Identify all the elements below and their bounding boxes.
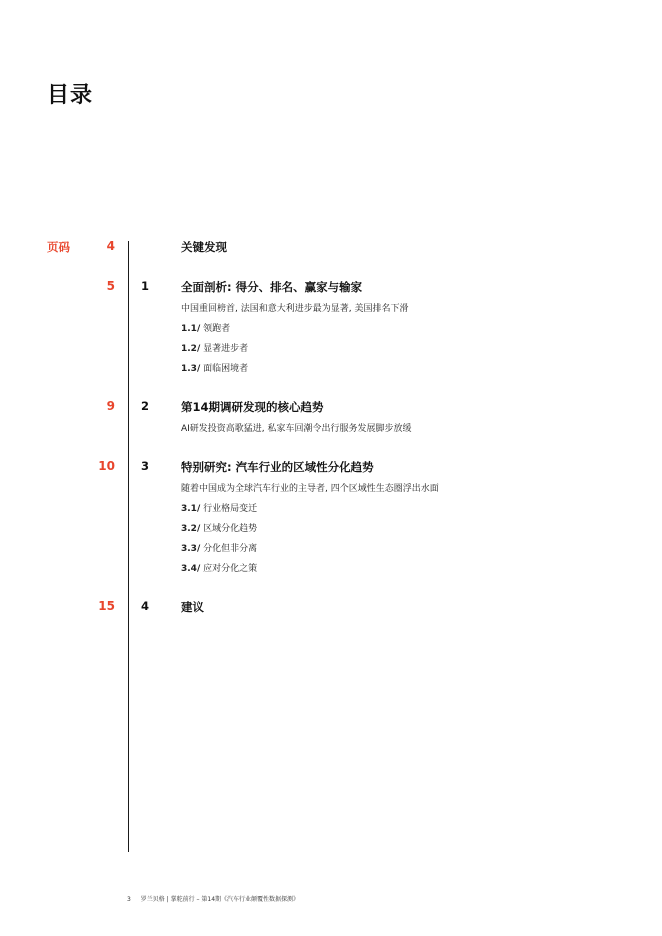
toc-page-number-ch3[interactable]: 10 [98, 459, 115, 473]
footer-text: 罗兰贝格 | 掌舵前行 – 第14期《汽车行业颠覆性数据探测》 [140, 896, 300, 903]
toc-heading-ch1[interactable]: 全面剖析: 得分、排名、赢家与输家 [181, 280, 363, 294]
toc-description-ch2: AI研发投资高歌猛进, 私家车回潮令出行服务发展脚步放缓 [181, 424, 412, 434]
subsection-label: 面临困境者 [203, 364, 249, 374]
toc-chapter-number-ch1: 1 [141, 279, 150, 293]
subsection-label: 区域分化趋势 [203, 524, 258, 534]
subsection-number: 1.3/ [181, 364, 201, 374]
toc-heading-ch2[interactable]: 第14期调研发现的核心趋势 [181, 400, 324, 414]
toc-page-number-intro[interactable]: 4 [106, 239, 115, 253]
subsection-number: 3.1/ [181, 504, 201, 514]
toc-subsection-3-4[interactable] [181, 561, 257, 574]
subsection-number: 1.1/ [181, 324, 201, 334]
subsection-label: 应对分化之策 [203, 564, 258, 574]
subsection-number: 3.3/ [181, 544, 201, 554]
toc-subsection-1-2[interactable] [181, 341, 248, 354]
toc-heading-intro[interactable]: 关键发现 [181, 240, 227, 254]
toc-subsection-3-3[interactable] [181, 541, 257, 554]
page-footer [127, 894, 299, 903]
toc-subsection-1-1[interactable] [181, 321, 230, 334]
page-title: 目录 [47, 83, 94, 108]
toc-chapter-number-ch3: 3 [141, 459, 150, 473]
toc-page-number-ch1[interactable]: 5 [106, 279, 115, 293]
toc-subsection-3-1[interactable] [181, 501, 257, 514]
subsection-number: 3.4/ [181, 564, 201, 574]
subsection-label: 分化但非分离 [203, 544, 258, 554]
toc-heading-ch4[interactable]: 建议 [181, 600, 204, 614]
toc-subsection-1-3[interactable] [181, 361, 248, 374]
subsection-number: 3.2/ [181, 524, 201, 534]
toc-chapter-number-ch2: 2 [141, 399, 150, 413]
subsection-label: 领跑者 [203, 324, 231, 334]
toc-page-number-ch2[interactable]: 9 [106, 399, 115, 413]
toc-page-number-ch4[interactable]: 15 [98, 599, 115, 613]
subsection-label: 行业格局变迁 [203, 504, 258, 514]
toc-heading-ch3[interactable]: 特别研究: 汽车行业的区域性分化趋势 [181, 460, 374, 474]
page-column-label: 页码 [47, 240, 70, 254]
toc-subsection-3-2[interactable] [181, 521, 257, 534]
toc-chapter-number-ch4: 4 [141, 599, 150, 613]
subsection-label: 显著进步者 [203, 344, 249, 354]
footer-page-number: 3 [127, 896, 131, 903]
toc-divider-line [128, 241, 129, 852]
toc-description-ch1: 中国重回榜首, 法国和意大利进步最为显著, 美国排名下滑 [181, 304, 409, 314]
toc-description-ch3: 随着中国成为全球汽车行业的主导者, 四个区域性生态圈浮出水面 [181, 484, 439, 494]
subsection-number: 1.2/ [181, 344, 201, 354]
